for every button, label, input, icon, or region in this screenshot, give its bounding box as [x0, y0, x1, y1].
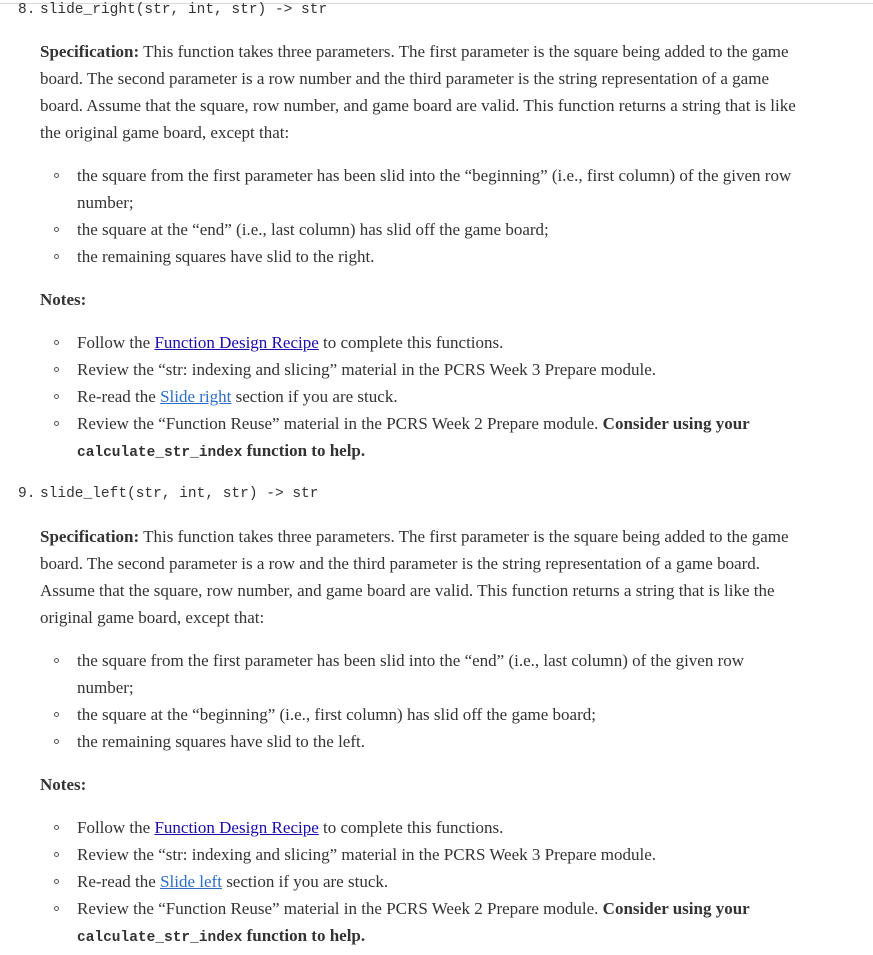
list-item: Review the “Function Reuse” material in the PCRS Week 2 Prepare module. Consider using your calculate_str_index function to help.: [40, 410, 800, 467]
circle-bullet-icon: [54, 739, 59, 744]
list-item: the square at the “beginning” (i.e., first column) has slid off the game board;: [40, 701, 800, 728]
circle-bullet-icon: [54, 394, 59, 399]
behavior-list: [40, 647, 800, 755]
circle-bullet-icon: [54, 825, 59, 830]
signature-code: slide_left(str, int, str) -> str: [40, 486, 319, 502]
behavior-list: [40, 162, 800, 270]
slide-right-link[interactable]: Slide right: [160, 387, 232, 406]
list-item: the remaining squares have slid to the right.: [40, 243, 800, 270]
item-number: 8.: [18, 2, 36, 18]
list-item: Review the “Function Reuse” material in the PCRS Week 2 Prepare module. Consider using your calculate_str_index function to help.: [40, 895, 800, 952]
circle-bullet-icon: [54, 367, 59, 372]
circle-bullet-icon: [54, 852, 59, 857]
circle-bullet-icon: [54, 712, 59, 717]
circle-bullet-icon: [54, 254, 59, 259]
specification-paragraph: [40, 523, 810, 631]
inline-code: calculate_str_index: [77, 445, 243, 461]
spec-text: This function takes three parameters. The first parameter is the square being added to the game board. The second parameter is a row and the third parameter is the string representation of a game board. Assume that the square, row number, and game board are valid. This function returns a string that is like the original game board, except that:: [40, 527, 789, 627]
circle-bullet-icon: [54, 421, 59, 426]
spec-label: Specification:: [40, 42, 140, 61]
list-item: Follow the Function Design Recipe to complete this functions.: [40, 329, 800, 356]
specification-paragraph: [40, 38, 810, 146]
list-item: Re-read the Slide right section if you are stuck.: [40, 383, 800, 410]
spec-label: Specification:: [40, 527, 140, 546]
notes-list: [40, 329, 800, 467]
slide-left-link[interactable]: Slide left: [160, 872, 222, 891]
notes-heading: Notes:: [40, 775, 87, 794]
function-design-recipe-link[interactable]: Function Design Recipe: [154, 818, 319, 837]
list-item: the remaining squares have slid to the left.: [40, 728, 800, 755]
circle-bullet-icon: [54, 173, 59, 178]
spec-text: This function takes three parameters. The first parameter is the square being added to the game board. The second parameter is a row number and the third parameter is the string representation of a game board. Assume that the square, row number, and game board are valid. This function returns a string that is like the original game board, except that:: [40, 42, 796, 142]
circle-bullet-icon: [54, 658, 59, 663]
list-item: Follow the Function Design Recipe to complete this functions.: [40, 814, 800, 841]
notes-heading: Notes:: [40, 290, 87, 309]
list-item: the square at the “end” (i.e., last column) has slid off the game board;: [40, 216, 800, 243]
notes-list: [40, 814, 800, 952]
list-item: Review the “str: indexing and slicing” material in the PCRS Week 3 Prepare module.: [40, 356, 800, 383]
circle-bullet-icon: [54, 906, 59, 911]
circle-bullet-icon: [54, 879, 59, 884]
item-number: 9.: [18, 486, 36, 502]
list-item: Re-read the Slide left section if you are stuck.: [40, 868, 800, 895]
list-item: the square from the first parameter has been slid into the “beginning” (i.e., first column) of the given row number;: [40, 162, 800, 216]
list-item: Review the “str: indexing and slicing” material in the PCRS Week 3 Prepare module.: [40, 841, 800, 868]
signature-code: slide_right(str, int, str) -> str: [40, 2, 328, 18]
list-item: the square from the first parameter has been slid into the “end” (i.e., last column) of the given row number;: [40, 647, 800, 701]
function-design-recipe-link[interactable]: Function Design Recipe: [154, 333, 319, 352]
inline-code: calculate_str_index: [77, 930, 243, 946]
circle-bullet-icon: [54, 340, 59, 345]
circle-bullet-icon: [54, 227, 59, 232]
